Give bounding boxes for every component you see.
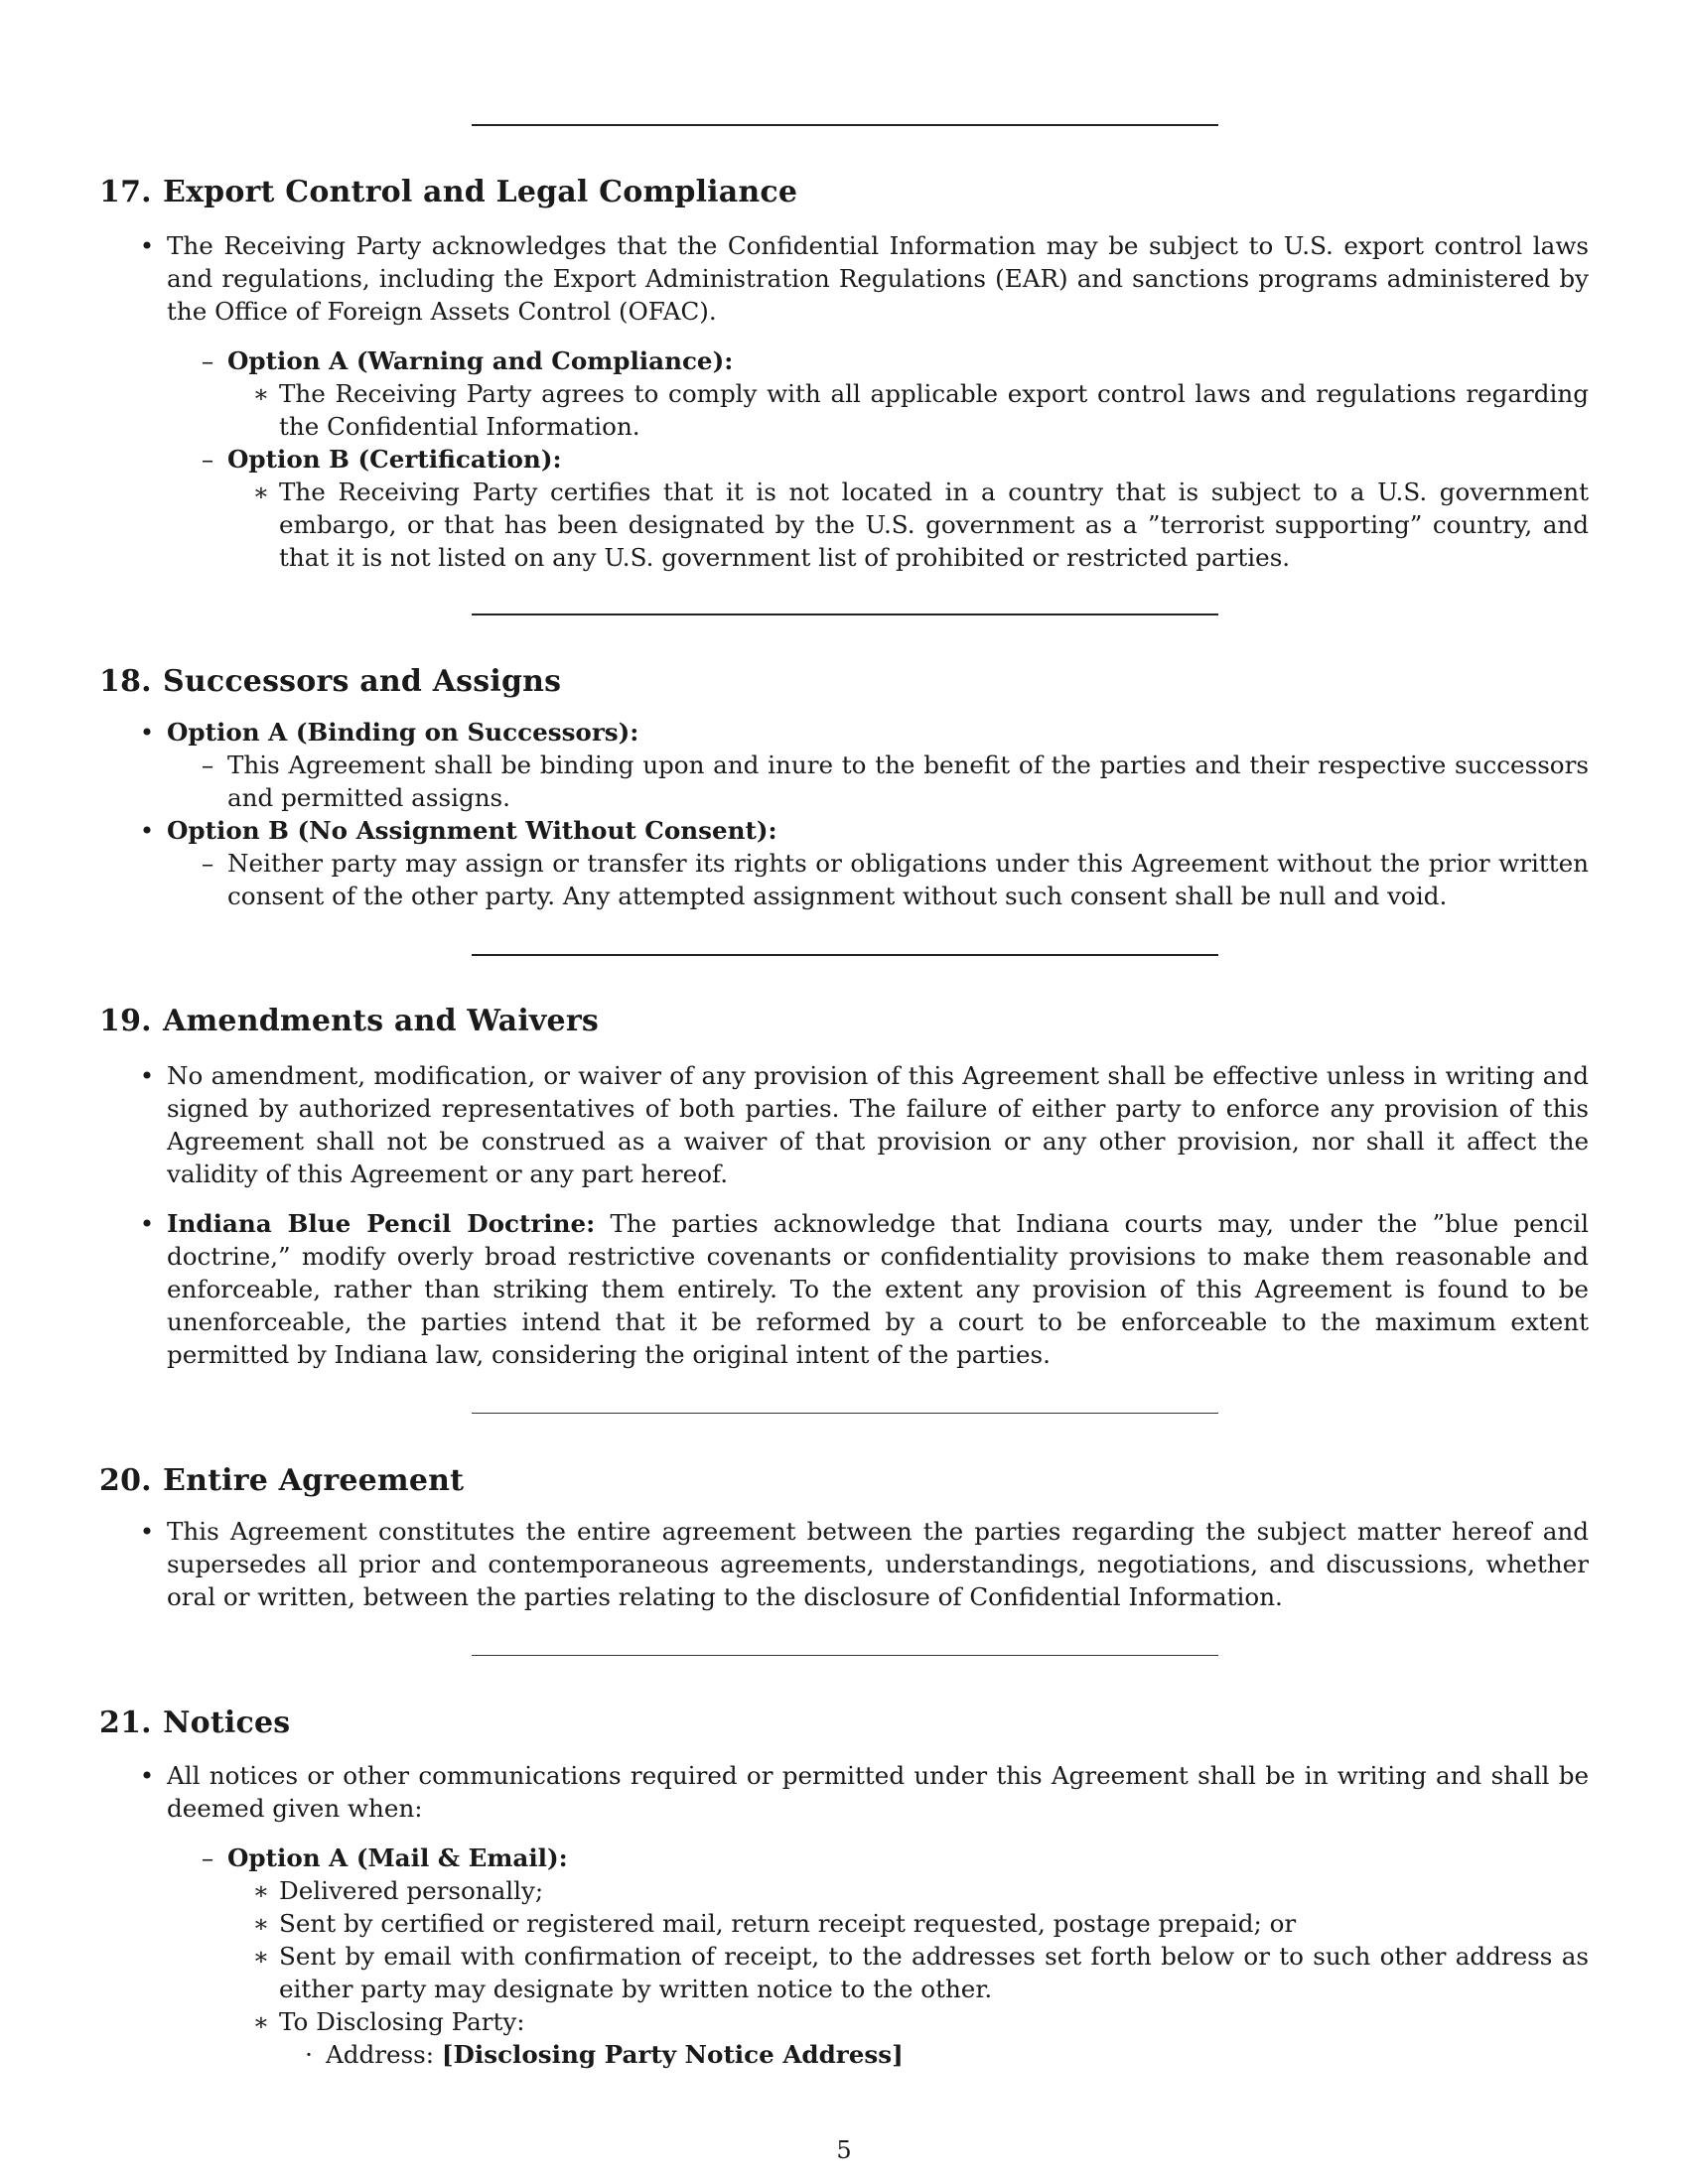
notice-method: Sent by email with confirmation of receipt, to the addresses set forth below or to such other address as either party may designate by written notice to the other.	[279, 1942, 1589, 2003]
page-number: 5	[836, 2136, 852, 2164]
section-heading-18	[99, 664, 561, 700]
paragraph: This Agreement shall be binding upon and inure to the benefit of the parties and their respective successors and permitted assigns.	[227, 751, 1589, 812]
asterisk-icon: ∗	[252, 1942, 270, 1971]
list-item	[305, 2038, 1589, 2071]
bullet-icon: •	[139, 1517, 155, 1546]
option-label: Option B (No Assignment Without Consent):	[167, 816, 777, 845]
section-title: Entire Agreement	[163, 1463, 465, 1498]
doctrine-label: Indiana Blue Pencil Doctrine:	[167, 1209, 596, 1238]
section-title: Amendments and Waivers	[163, 1004, 599, 1038]
paragraph: All notices or other communications required or permitted under this Agreement shall be in writing and shall be deemed given when:	[167, 1761, 1589, 1823]
asterisk-icon: ∗	[252, 478, 270, 506]
address-label: Address:	[326, 2040, 435, 2069]
section-heading-20	[99, 1463, 464, 1499]
section-divider	[472, 1655, 1218, 1656]
section-title: Notices	[163, 1706, 291, 1740]
section-heading-21	[99, 1706, 290, 1741]
notice-recipient: To Disclosing Party:	[279, 2007, 525, 2036]
bullet-icon: •	[139, 1209, 155, 1238]
asterisk-icon: ∗	[252, 2007, 270, 2036]
asterisk-icon: ∗	[252, 1909, 270, 1938]
section-body-17	[139, 229, 1589, 574]
list-item	[139, 1759, 1589, 1825]
section-number: 20.	[99, 1463, 152, 1498]
section-divider	[472, 614, 1218, 615]
list-item	[252, 1874, 1589, 1907]
list-item	[252, 1907, 1589, 1940]
list-item	[252, 1940, 1589, 2005]
paragraph: The parties acknowledge that Indiana courts may, under the ”blue pencil doctrine,” modify overly broad restrictive covenants or confidentiality provisions to make them reasonable and enforceable, rather than striking them entirely. To the extent any provision of this Agreement is found to be unenforceable, the parties intend that it be reformed by a court to be enforceable to the maximum extent permitted by Indiana law, considering the original intent of the parties.	[167, 1209, 1590, 1369]
section-divider	[472, 1413, 1218, 1414]
section-heading-17	[99, 175, 797, 210]
list-item	[201, 1842, 1589, 1874]
section-number: 17.	[99, 175, 152, 209]
section-number: 19.	[99, 1004, 152, 1038]
section-number: 18.	[99, 664, 152, 699]
paragraph: Neither party may assign or transfer its rights or obligations under this Agreement without the prior written consent of the other party. Any attempted assignment without such consent shall be null and void.	[227, 849, 1589, 910]
dash-icon: –	[201, 346, 214, 375]
dash-icon: –	[201, 849, 214, 878]
section-divider	[472, 954, 1218, 956]
notice-method: Sent by certified or registered mail, return receipt requested, postage prepaid; or	[279, 1909, 1297, 1938]
option-label: Option B (Certification):	[227, 445, 562, 474]
section-title: Export Control and Legal Compliance	[163, 175, 798, 209]
paragraph: The Receiving Party certifies that it is not located in a country that is subject to a U.S. government embargo, or that has been designated by the U.S. government as a ”terrorist supporting” country, and that it is not listed on any U.S. government list of prohibited or restricted parties.	[279, 478, 1589, 572]
bullet-icon: •	[139, 1061, 155, 1090]
bullet-icon: •	[139, 816, 155, 845]
paragraph: No amendment, modification, or waiver of any provision of this Agreement shall be effective unless in writing and signed by authorized representatives of both parties. The failure of either party to enforce any provision of this Agreement shall not be construed as a waiver of that provision or any other provision, nor shall it affect the validity of this Agreement or any part hereof.	[167, 1061, 1589, 1188]
section-number: 21.	[99, 1706, 152, 1740]
paragraph: The Receiving Party acknowledges that the Confidential Information may be subject to U.S. export control laws and regulations, including the Export Administration Regulations (EAR) and sanctions programs administered by the Office of Foreign Assets Control (OFAC).	[167, 231, 1589, 326]
paragraph: The Receiving Party agrees to comply with all applicable export control laws and regulations regarding the Confidential Information.	[279, 379, 1589, 441]
dash-icon: –	[201, 1843, 214, 1872]
address-placeholder: [Disclosing Party Notice Address]	[441, 2040, 904, 2069]
list-item	[139, 1207, 1590, 1371]
list-item	[139, 1059, 1589, 1190]
section-heading-19	[99, 1004, 599, 1039]
section-body-18	[139, 716, 1589, 912]
paragraph: This Agreement constitutes the entire agreement between the parties regarding the subject matter hereof and supersedes all prior and contemporaneous agreements, understandings, negotiations, and discussions, whether oral or written, between the parties relating to the disclosure of Confidential Information.	[167, 1517, 1589, 1611]
option-label: Option A (Warning and Compliance):	[227, 346, 734, 375]
asterisk-icon: ∗	[252, 379, 270, 408]
section-body-19	[139, 1059, 1590, 1371]
list-item	[252, 2005, 1589, 2038]
list-item	[139, 814, 1589, 847]
asterisk-icon: ∗	[252, 1876, 270, 1905]
option-label: Option A (Mail & Email):	[227, 1843, 568, 1872]
bullet-icon: •	[139, 231, 155, 260]
list-item	[201, 344, 1589, 377]
section-divider	[472, 124, 1218, 126]
list-item	[252, 476, 1589, 574]
notice-method: Delivered personally;	[279, 1876, 544, 1905]
list-item	[201, 749, 1589, 814]
list-item	[201, 443, 1589, 476]
list-item	[139, 1515, 1589, 1613]
section-title: Successors and Assigns	[163, 664, 562, 699]
list-item	[201, 847, 1589, 912]
bullet-icon: •	[139, 718, 155, 747]
list-item	[139, 229, 1589, 328]
list-item	[139, 716, 1589, 749]
option-label: Option A (Binding on Successors):	[167, 718, 639, 747]
dot-icon: ·	[305, 2040, 313, 2069]
section-body-20	[139, 1515, 1589, 1613]
bullet-icon: •	[139, 1761, 155, 1790]
dash-icon: –	[201, 751, 214, 779]
section-body-21	[139, 1759, 1589, 2071]
dash-icon: –	[201, 445, 214, 474]
list-item	[252, 377, 1589, 443]
